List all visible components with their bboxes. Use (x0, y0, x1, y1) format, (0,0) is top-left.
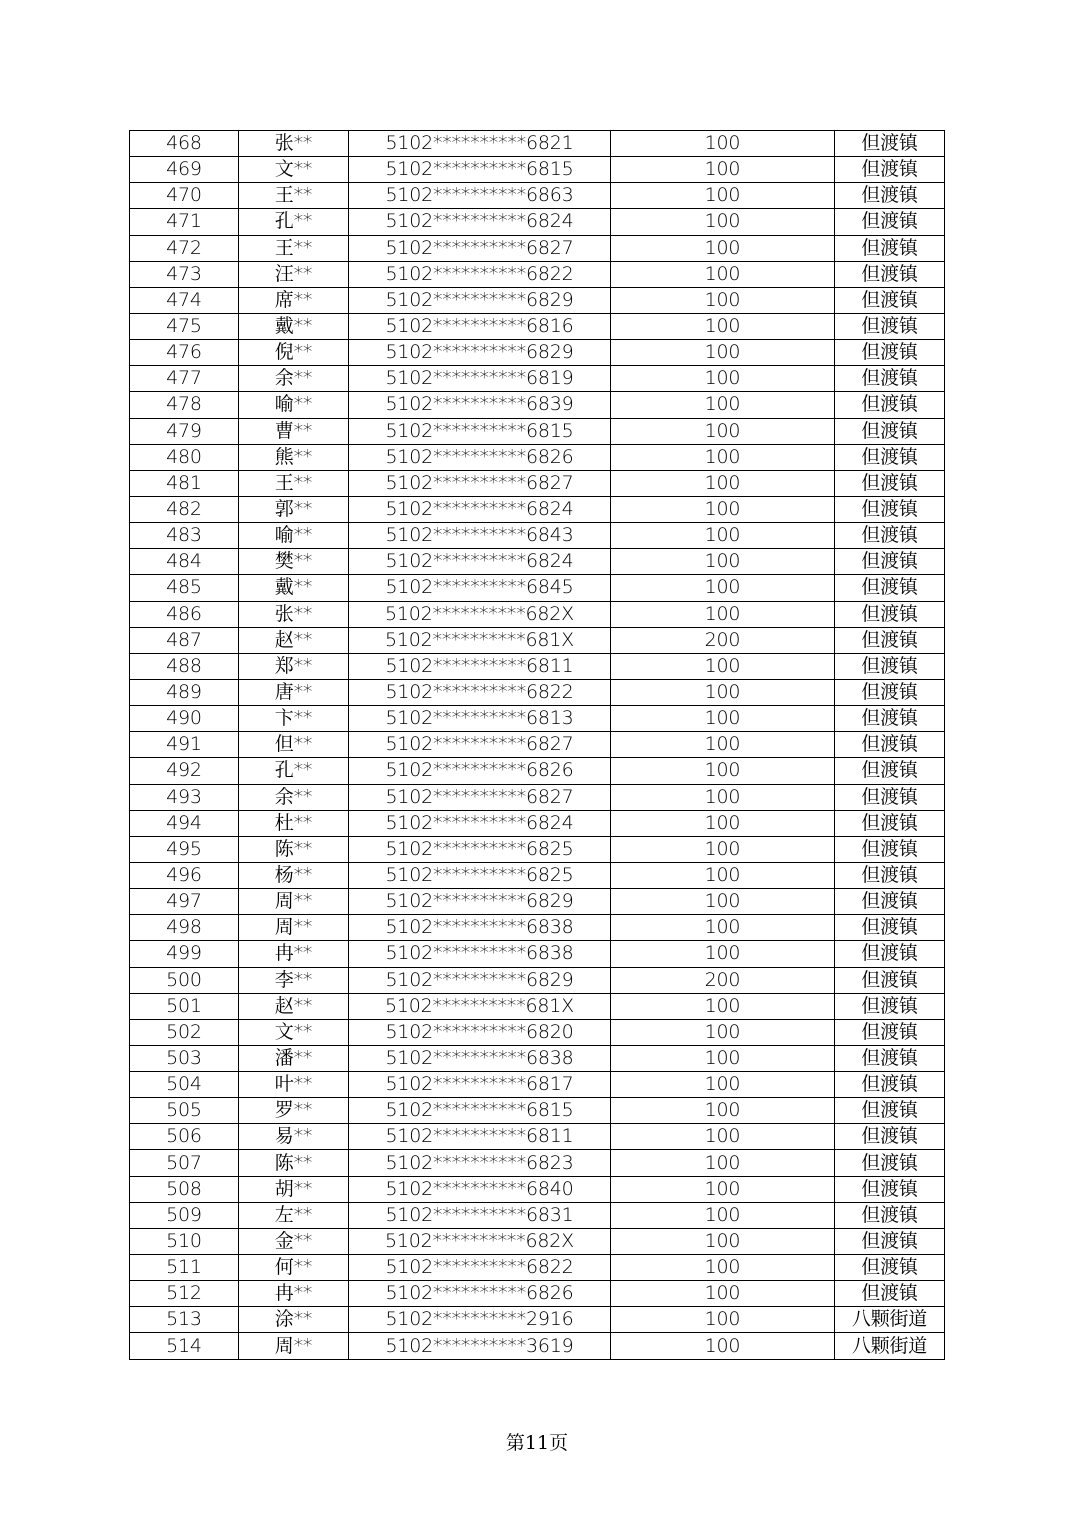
id-number-cell: 5102**********6829 (349, 340, 611, 366)
name-cell: 喻** (239, 523, 349, 549)
row-index-cell: 474 (130, 287, 239, 313)
row-index-cell: 475 (130, 313, 239, 339)
table-row (130, 836, 945, 862)
table-row (130, 1307, 945, 1333)
name-cell: 戴** (239, 313, 349, 339)
row-index-cell: 505 (130, 1098, 239, 1124)
township-cell: 但渡镇 (835, 313, 945, 339)
township-cell: 但渡镇 (835, 496, 945, 522)
row-index-cell: 476 (130, 340, 239, 366)
name-cell: 赵** (239, 627, 349, 653)
amount-cell: 100 (611, 1333, 835, 1359)
table-row (130, 1228, 945, 1254)
table-row (130, 1098, 945, 1124)
row-index-cell: 510 (130, 1228, 239, 1254)
township-cell: 但渡镇 (835, 1281, 945, 1307)
table-row (130, 340, 945, 366)
township-cell: 但渡镇 (835, 392, 945, 418)
name-cell: 张** (239, 601, 349, 627)
table-row (130, 627, 945, 653)
table-row (130, 1019, 945, 1045)
township-cell: 但渡镇 (835, 1019, 945, 1045)
id-number-cell: 5102**********6845 (349, 575, 611, 601)
row-index-cell: 469 (130, 157, 239, 183)
table-row (130, 601, 945, 627)
row-index-cell: 497 (130, 889, 239, 915)
township-cell: 但渡镇 (835, 836, 945, 862)
name-cell: 易** (239, 1124, 349, 1150)
amount-cell: 100 (611, 836, 835, 862)
table-row (130, 392, 945, 418)
page-number: 第11页 (505, 1432, 569, 1454)
id-number-cell: 5102**********6827 (349, 470, 611, 496)
roster-table-body (130, 131, 945, 1360)
name-cell: 倪** (239, 340, 349, 366)
table-row (130, 313, 945, 339)
id-number-cell: 5102**********6823 (349, 1150, 611, 1176)
amount-cell: 100 (611, 1202, 835, 1228)
name-cell: 孔** (239, 209, 349, 235)
id-number-cell: 5102**********6815 (349, 1098, 611, 1124)
row-index-cell: 483 (130, 523, 239, 549)
name-cell: 文** (239, 157, 349, 183)
id-number-cell: 5102**********6827 (349, 732, 611, 758)
name-cell: 冉** (239, 1281, 349, 1307)
township-cell: 但渡镇 (835, 209, 945, 235)
id-number-cell: 5102**********6839 (349, 392, 611, 418)
township-cell: 但渡镇 (835, 784, 945, 810)
amount-cell: 100 (611, 340, 835, 366)
township-cell: 但渡镇 (835, 627, 945, 653)
amount-cell: 100 (611, 862, 835, 888)
township-cell: 但渡镇 (835, 235, 945, 261)
township-cell: 但渡镇 (835, 601, 945, 627)
township-cell: 但渡镇 (835, 418, 945, 444)
table-row (130, 889, 945, 915)
row-index-cell: 513 (130, 1307, 239, 1333)
amount-cell: 100 (611, 131, 835, 157)
amount-cell: 100 (611, 183, 835, 209)
name-cell: 罗** (239, 1098, 349, 1124)
id-number-cell: 5102**********6824 (349, 209, 611, 235)
amount-cell: 100 (611, 784, 835, 810)
id-number-cell: 5102**********6824 (349, 810, 611, 836)
id-number-cell: 5102**********6821 (349, 131, 611, 157)
name-cell: 涂** (239, 1307, 349, 1333)
id-number-cell: 5102**********6826 (349, 1281, 611, 1307)
row-index-cell: 479 (130, 418, 239, 444)
name-cell: 杨** (239, 862, 349, 888)
id-number-cell: 5102**********6831 (349, 1202, 611, 1228)
table-row (130, 1045, 945, 1071)
name-cell: 余** (239, 784, 349, 810)
amount-cell: 100 (611, 1072, 835, 1098)
amount-cell: 100 (611, 496, 835, 522)
name-cell: 郭** (239, 496, 349, 522)
table-row (130, 1202, 945, 1228)
row-index-cell: 498 (130, 915, 239, 941)
name-cell: 但** (239, 732, 349, 758)
row-index-cell: 512 (130, 1281, 239, 1307)
row-index-cell: 511 (130, 1255, 239, 1281)
id-number-cell: 5102**********6863 (349, 183, 611, 209)
table-row (130, 261, 945, 287)
name-cell: 赵** (239, 993, 349, 1019)
amount-cell: 100 (611, 1307, 835, 1333)
township-cell: 但渡镇 (835, 1228, 945, 1254)
amount-cell: 100 (611, 235, 835, 261)
name-cell: 孔** (239, 758, 349, 784)
id-number-cell: 5102**********3619 (349, 1333, 611, 1359)
township-cell: 但渡镇 (835, 1255, 945, 1281)
amount-cell: 100 (611, 523, 835, 549)
table-row (130, 941, 945, 967)
row-index-cell: 484 (130, 549, 239, 575)
township-cell: 但渡镇 (835, 1098, 945, 1124)
table-row (130, 653, 945, 679)
row-index-cell: 496 (130, 862, 239, 888)
name-cell: 左** (239, 1202, 349, 1228)
table-row (130, 1150, 945, 1176)
row-index-cell: 492 (130, 758, 239, 784)
township-cell: 但渡镇 (835, 261, 945, 287)
table-row (130, 235, 945, 261)
amount-cell: 100 (611, 549, 835, 575)
table-row (130, 784, 945, 810)
name-cell: 王** (239, 183, 349, 209)
township-cell: 但渡镇 (835, 157, 945, 183)
amount-cell: 100 (611, 1150, 835, 1176)
row-index-cell: 480 (130, 444, 239, 470)
row-index-cell: 500 (130, 967, 239, 993)
table-row (130, 1124, 945, 1150)
township-cell: 但渡镇 (835, 1072, 945, 1098)
table-row (130, 183, 945, 209)
township-cell: 八颗街道 (835, 1307, 945, 1333)
table-row (130, 209, 945, 235)
id-number-cell: 5102**********6819 (349, 366, 611, 392)
row-index-cell: 494 (130, 810, 239, 836)
table-row (130, 575, 945, 601)
table-row (130, 679, 945, 705)
id-number-cell: 5102**********6811 (349, 1124, 611, 1150)
amount-cell: 100 (611, 1176, 835, 1202)
township-cell: 但渡镇 (835, 1124, 945, 1150)
row-index-cell: 508 (130, 1176, 239, 1202)
table-row (130, 470, 945, 496)
township-cell: 但渡镇 (835, 1176, 945, 1202)
name-cell: 潘** (239, 1045, 349, 1071)
id-number-cell: 5102**********6811 (349, 653, 611, 679)
township-cell: 但渡镇 (835, 1150, 945, 1176)
name-cell: 张** (239, 131, 349, 157)
id-number-cell: 5102**********6817 (349, 1072, 611, 1098)
id-number-cell: 5102**********6822 (349, 1255, 611, 1281)
amount-cell: 100 (611, 1098, 835, 1124)
amount-cell: 100 (611, 889, 835, 915)
row-index-cell: 478 (130, 392, 239, 418)
row-index-cell: 470 (130, 183, 239, 209)
row-index-cell: 501 (130, 993, 239, 1019)
amount-cell: 100 (611, 313, 835, 339)
row-index-cell: 514 (130, 1333, 239, 1359)
id-number-cell: 5102**********6825 (349, 862, 611, 888)
name-cell: 金** (239, 1228, 349, 1254)
name-cell: 余** (239, 366, 349, 392)
amount-cell: 100 (611, 653, 835, 679)
table-row (130, 732, 945, 758)
name-cell: 周** (239, 915, 349, 941)
amount-cell: 100 (611, 209, 835, 235)
table-row (130, 549, 945, 575)
name-cell: 陈** (239, 836, 349, 862)
id-number-cell: 5102**********6843 (349, 523, 611, 549)
table-row (130, 131, 945, 157)
table-row (130, 1255, 945, 1281)
id-number-cell: 5102**********6824 (349, 496, 611, 522)
table-row (130, 810, 945, 836)
table-row (130, 862, 945, 888)
id-number-cell: 5102**********6813 (349, 706, 611, 732)
township-cell: 但渡镇 (835, 706, 945, 732)
table-row (130, 993, 945, 1019)
id-number-cell: 5102**********6824 (349, 549, 611, 575)
table-row (130, 915, 945, 941)
name-cell: 王** (239, 470, 349, 496)
township-cell: 八颗街道 (835, 1333, 945, 1359)
id-number-cell: 5102**********6826 (349, 758, 611, 784)
township-cell: 但渡镇 (835, 366, 945, 392)
id-number-cell: 5102**********6822 (349, 679, 611, 705)
amount-cell: 100 (611, 261, 835, 287)
row-index-cell: 488 (130, 653, 239, 679)
township-cell: 但渡镇 (835, 862, 945, 888)
township-cell: 但渡镇 (835, 340, 945, 366)
name-cell: 席** (239, 287, 349, 313)
amount-cell: 100 (611, 1124, 835, 1150)
row-index-cell: 472 (130, 235, 239, 261)
township-cell: 但渡镇 (835, 993, 945, 1019)
id-number-cell: 5102**********682X (349, 1228, 611, 1254)
amount-cell: 100 (611, 575, 835, 601)
township-cell: 但渡镇 (835, 131, 945, 157)
row-index-cell: 489 (130, 679, 239, 705)
table-row (130, 967, 945, 993)
table-row (130, 1281, 945, 1307)
amount-cell: 100 (611, 366, 835, 392)
id-number-cell: 5102**********6816 (349, 313, 611, 339)
table-row (130, 1333, 945, 1359)
id-number-cell: 5102**********6827 (349, 784, 611, 810)
roster-table (129, 130, 945, 1360)
row-index-cell: 486 (130, 601, 239, 627)
township-cell: 但渡镇 (835, 915, 945, 941)
amount-cell: 100 (611, 470, 835, 496)
township-cell: 但渡镇 (835, 732, 945, 758)
id-number-cell: 5102**********6829 (349, 889, 611, 915)
township-cell: 但渡镇 (835, 1045, 945, 1071)
township-cell: 但渡镇 (835, 287, 945, 313)
id-number-cell: 5102**********6820 (349, 1019, 611, 1045)
name-cell: 喻** (239, 392, 349, 418)
amount-cell: 100 (611, 1255, 835, 1281)
amount-cell: 100 (611, 1228, 835, 1254)
row-index-cell: 499 (130, 941, 239, 967)
name-cell: 郑** (239, 653, 349, 679)
township-cell: 但渡镇 (835, 575, 945, 601)
name-cell: 杜** (239, 810, 349, 836)
id-number-cell: 5102**********6838 (349, 1045, 611, 1071)
township-cell: 但渡镇 (835, 679, 945, 705)
amount-cell: 100 (611, 679, 835, 705)
amount-cell: 100 (611, 732, 835, 758)
amount-cell: 200 (611, 627, 835, 653)
id-number-cell: 5102**********6825 (349, 836, 611, 862)
township-cell: 但渡镇 (835, 444, 945, 470)
name-cell: 何** (239, 1255, 349, 1281)
name-cell: 戴** (239, 575, 349, 601)
amount-cell: 100 (611, 758, 835, 784)
township-cell: 但渡镇 (835, 183, 945, 209)
id-number-cell: 5102**********2916 (349, 1307, 611, 1333)
amount-cell: 200 (611, 967, 835, 993)
id-number-cell: 5102**********6827 (349, 235, 611, 261)
id-number-cell: 5102**********6826 (349, 444, 611, 470)
name-cell: 曹** (239, 418, 349, 444)
amount-cell: 100 (611, 1281, 835, 1307)
township-cell: 但渡镇 (835, 810, 945, 836)
name-cell: 汪** (239, 261, 349, 287)
table-row (130, 706, 945, 732)
row-index-cell: 477 (130, 366, 239, 392)
township-cell: 但渡镇 (835, 1202, 945, 1228)
name-cell: 冉** (239, 941, 349, 967)
amount-cell: 100 (611, 418, 835, 444)
row-index-cell: 491 (130, 732, 239, 758)
name-cell: 胡** (239, 1176, 349, 1202)
amount-cell: 100 (611, 601, 835, 627)
row-index-cell: 503 (130, 1045, 239, 1071)
name-cell: 熊** (239, 444, 349, 470)
amount-cell: 100 (611, 810, 835, 836)
row-index-cell: 471 (130, 209, 239, 235)
name-cell: 唐** (239, 679, 349, 705)
township-cell: 但渡镇 (835, 758, 945, 784)
row-index-cell: 507 (130, 1150, 239, 1176)
id-number-cell: 5102**********6838 (349, 915, 611, 941)
table-row (130, 366, 945, 392)
amount-cell: 100 (611, 287, 835, 313)
row-index-cell: 473 (130, 261, 239, 287)
row-index-cell: 485 (130, 575, 239, 601)
amount-cell: 100 (611, 1019, 835, 1045)
township-cell: 但渡镇 (835, 941, 945, 967)
table-row (130, 523, 945, 549)
id-number-cell: 5102**********6838 (349, 941, 611, 967)
name-cell: 周** (239, 1333, 349, 1359)
township-cell: 但渡镇 (835, 549, 945, 575)
id-number-cell: 5102**********6815 (349, 418, 611, 444)
amount-cell: 100 (611, 157, 835, 183)
row-index-cell: 495 (130, 836, 239, 862)
table-row (130, 496, 945, 522)
township-cell: 但渡镇 (835, 889, 945, 915)
id-number-cell: 5102**********681X (349, 627, 611, 653)
table-row (130, 157, 945, 183)
row-index-cell: 509 (130, 1202, 239, 1228)
row-index-cell: 468 (130, 131, 239, 157)
table-row (130, 1072, 945, 1098)
name-cell: 周** (239, 889, 349, 915)
amount-cell: 100 (611, 444, 835, 470)
name-cell: 樊** (239, 549, 349, 575)
row-index-cell: 481 (130, 470, 239, 496)
id-number-cell: 5102**********6829 (349, 967, 611, 993)
amount-cell: 100 (611, 706, 835, 732)
row-index-cell: 504 (130, 1072, 239, 1098)
table-row (130, 758, 945, 784)
table-row (130, 418, 945, 444)
row-index-cell: 490 (130, 706, 239, 732)
name-cell: 李** (239, 967, 349, 993)
row-index-cell: 482 (130, 496, 239, 522)
row-index-cell: 506 (130, 1124, 239, 1150)
id-number-cell: 5102**********6822 (349, 261, 611, 287)
name-cell: 王** (239, 235, 349, 261)
table-row (130, 444, 945, 470)
amount-cell: 100 (611, 993, 835, 1019)
row-index-cell: 487 (130, 627, 239, 653)
amount-cell: 100 (611, 1045, 835, 1071)
row-index-cell: 493 (130, 784, 239, 810)
id-number-cell: 5102**********681X (349, 993, 611, 1019)
table-row (130, 287, 945, 313)
amount-cell: 100 (611, 915, 835, 941)
id-number-cell: 5102**********6815 (349, 157, 611, 183)
amount-cell: 100 (611, 392, 835, 418)
township-cell: 但渡镇 (835, 470, 945, 496)
id-number-cell: 5102**********6829 (349, 287, 611, 313)
township-cell: 但渡镇 (835, 967, 945, 993)
id-number-cell: 5102**********6840 (349, 1176, 611, 1202)
name-cell: 卞** (239, 706, 349, 732)
name-cell: 文** (239, 1019, 349, 1045)
name-cell: 陈** (239, 1150, 349, 1176)
amount-cell: 100 (611, 941, 835, 967)
township-cell: 但渡镇 (835, 523, 945, 549)
name-cell: 叶** (239, 1072, 349, 1098)
row-index-cell: 502 (130, 1019, 239, 1045)
table-row (130, 1176, 945, 1202)
township-cell: 但渡镇 (835, 653, 945, 679)
id-number-cell: 5102**********682X (349, 601, 611, 627)
